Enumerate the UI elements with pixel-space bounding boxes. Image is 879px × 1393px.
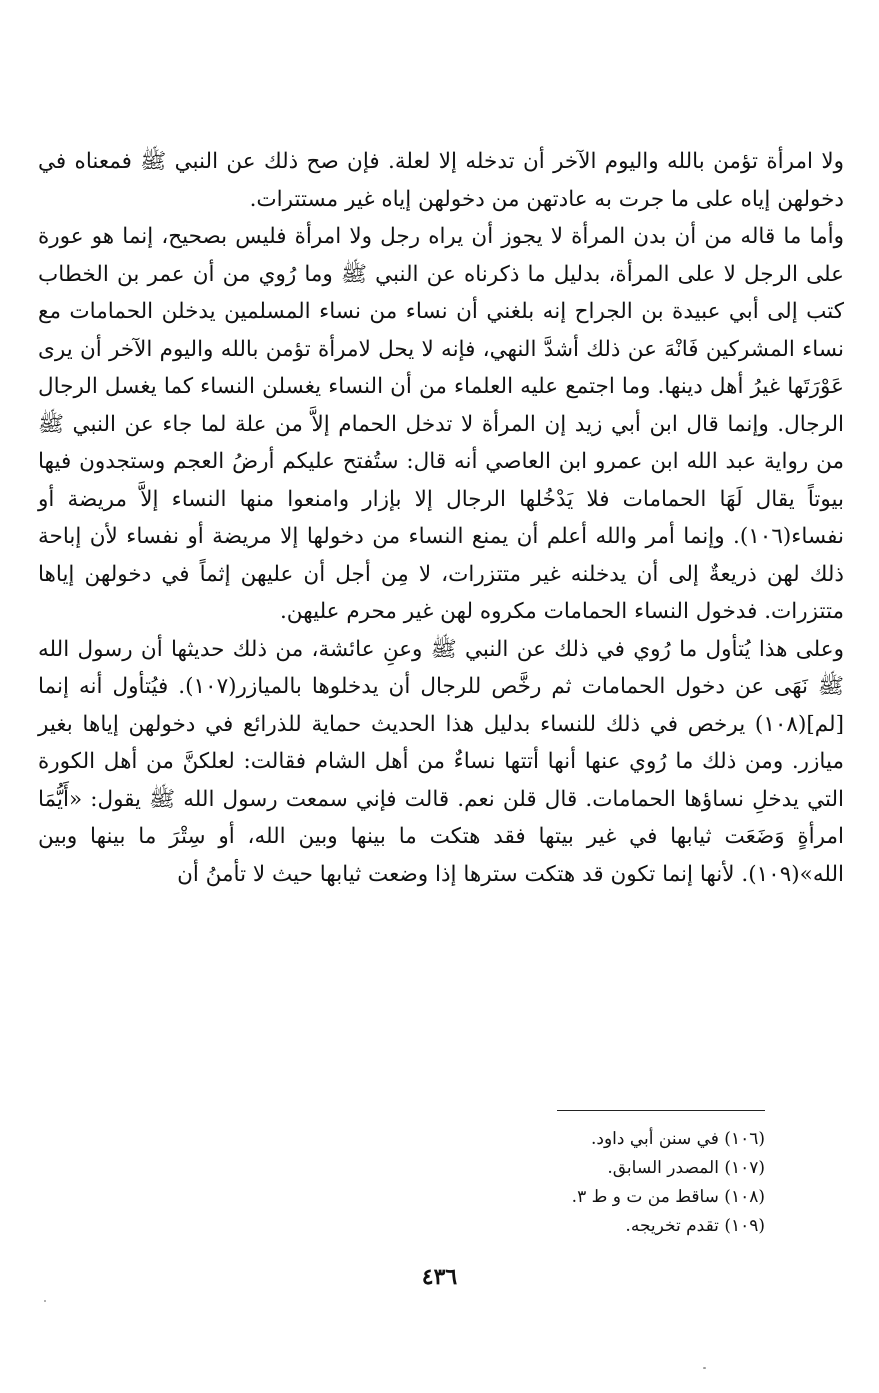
paragraph-3: وعلى هذا يُتأول ما رُوي في ذلك عن النبي ﷺ وعنِ عائشة، من ذلك حديثها أن رسول الله ﷺ نَهَى عن دخول الحمامات ثم رخَّص للرجال أن يدخلوها بالميازر(١٠٧). فيُتأول أنه إنما [لم](١٠٨) يرخص في ذلك للنساء بدليل هذا الحديث حماية للذرائع في دخولهن إياها بغير ميازر. ومن ذلك ما رُوي عنها أنها أتتها نساءٌ من أهل الشام فقالت: لعلكنَّ من أهل الكورة التي يدخلِ نساؤها الحمامات. قال قلن نعم. قالت فإني سمعت رسول الله ﷺ يقول: «أَيُّمَا امرأةٍ وَضَعَت ثيابها في غير بيتها فقد هتكت ما بينها وبين الله، أو سِتْرَ ما بينها وبين الله»(١٠٩). لأنها إنما تكون قد هتكت سترها إذا وضعت ثيابها حيث لا تأمنُ أن [38,636,844,887]
paragraph-1: ولا امرأة تؤمن بالله واليوم الآخر أن تدخله إلا لعلة. فإن صح ذلك عن النبي ﷺ فمعناه في دخولهن إياه على ما جرت به عادتهن من دخولهن إياه غير مستترات. [38,149,844,212]
page-number: ٤٣٦ [421,1264,458,1290]
scan-speck [703,1367,706,1369]
footnote-109: (١٠٩) تقدم تخريجه. [625,1216,765,1236]
paragraph-2: وأما ما قاله من أن بدن المرأة لا يجوز أن يراه رجل ولا امرأة فليس بصحيح، إنما هو عورة على الرجل لا على المرأة، بدليل ما ذكرناه عن النبي ﷺ وما رُوي من أن عمر بن الخطاب كتب إلى أبي عبيدة بن الجراح إنه بلغني أن نساء من نساء المسلمين يدخلن الحمامات مع نساء المشركين فَانْهَ عن ذلك أشدَّ النهي، فإنه لا يحل لامرأة تؤمن بالله واليوم الآخر أن يرى عَوْرَتَها غيرُ أهل دينها. وما اجتمع عليه العلماء من أن النساء يغسلن النساء كما يغسل الرجال الرجال. وإنما قال ابن أبي زيد إن المرأة لا تدخل الحمام إلاَّ من علة لما جاء عن النبي ﷺ من رواية عبد الله ابن عمرو ابن العاصي أنه قال: ستُفتح عليكم أرضُ العجم وستجدون فيها بيوتاً يقال لَهَا الحمامات فلا يَدْخُلها الرجال إلا بإزار وامنعوا منها النساء إلاَّ مريضة أو نفساء(١٠٦). وإنما أمر والله أعلم أن يمنع النساء من دخولها إلا مريضة أو نفساء لأن إباحة ذلك لهن ذريعةٌ إلى أن يدخلنه غير متتزرات، لا مِن أجل أن عليهن إثماً في دخولهن إياها متتزرات. فدخول النساء الحمامات مكروه لهن غير محرم عليهن. [38,224,844,624]
footnote-separator [557,1110,765,1111]
scan-speck [44,1300,46,1302]
footnote-107: (١٠٧) المصدر السابق. [607,1158,765,1178]
footnote-106: (١٠٦) في سنن أبي داود. [590,1129,765,1149]
main-text [38,143,844,893]
footnote-108: (١٠٨) ساقط من ت و ط ٣. [571,1187,765,1207]
footnotes [445,1125,765,1241]
